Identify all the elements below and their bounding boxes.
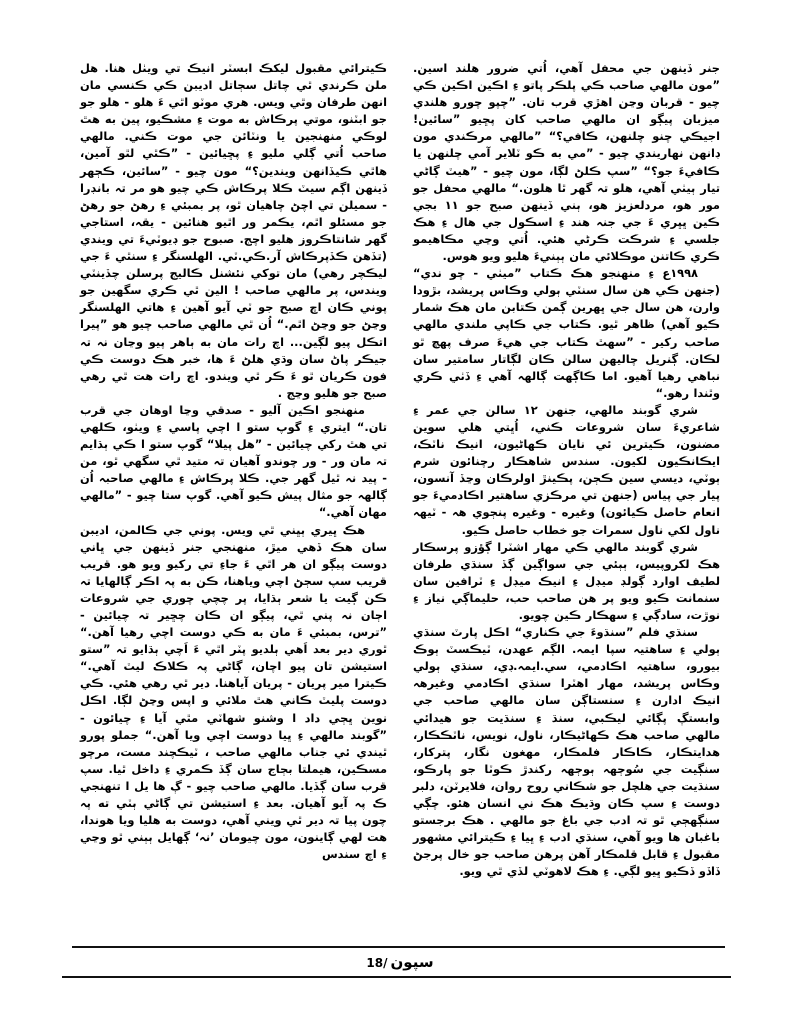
paragraph: سنڌي فلم ”سنڌوءَ جي ڪناري“ اڪل پارٽ سنڌي ٻولي ءِ ساهتيہ سپا ايمہ. الڳم عهدن، ٽيڪسٽ ٻوڪ بيورو، ساهتيہ اڪادمي، سي.ايمہ.ڊي، سنڌي ٻولي وڪاس پريشد، مهار اهٽرا سنڌي اڪادمي وغيرهہ انيڪ ادارن ءِ سنستاڳن سان مالهي صاحب جي وابستڳ پڳائي ليڪبي، سنڌ ءِ سنڌيت جو هيدائي مالهي صاحب هڪ ڪهاڻيڪار، ناول، نويس، ناٽڪڪار، هدايتڪار، ڪاڪار فلمڪار، مهغون نگار، پتركار، سنڳيت جي سُوڄهہ ٻوڄهہ رکندڙ ڪوٽا جو پارڪو، سنڌيت جي هلچل جو شڪاني روح روان، فلايرٽن، دلبر دوست ءِ سپ ڪان وڌيڪ هڪ ني انسان هئو. چڳي سنڳهڄي ٿو تہ ادب جي باغ جو مالهي . هڪ برجستو باغبان ها ويو آهي، سنڌي ادب ءِ ڀيا ءِ ڪيترائي مشهور مقبول ءِ قابل قلمڪار آهن پرهن صاحب جو خال پرجڻ ڏاڏو ڏڪيو ڀيو لڳي. ءِ هڪ لاهوٽي لڏي ٿي ويو. xyxy=(413,625,720,879)
footer-rule-bottom xyxy=(62,976,731,978)
page-footer xyxy=(0,946,800,1006)
paragraph: شري گوبند مالهي، جنهن ١٢ سالن جي عمر ءِ شاعريءَ سان شروعات ڪني، اُڀتي هلي سوين مضنون، ڪيترين ئي نايان ڪهاڻيون، انيڪ ناٽڪ، ايڪانڪيون لکيون. سندس شاهڪار رچنائون شرم ٻوٽي، ديسي سين ڪڄن، پڪينڙ اولرڪان وڃڏ آنسون، پيار جي پياس (جنهن تي مرڪزي ساهتير اڪادميءَ جو انعام حاصل ڪيائون) وغيره - وغيره پنڄوي هہ - ٽيهہ ناول لکي ناول سمرات جو خطاب حاصل ڪيو. xyxy=(413,402,720,537)
paragraph: منهنجو اڪين آليو - صدقي وڃا اوهان جي قرب تان.“ ايتري ءِ گوپ ستو ا اچي پاسي ءِ ويٺو، ڪلهي تي هٿ رکي چيائين - ”هل پيلا“ گوپ ستو ا ڪي ٻڌايم تہ مان ور - ور چوندو آهيان تہ متيد ٿي سگهي ٿو، من - پيد نہ ٿيل گهر جي. ڪلا پرڪاش ءِ مالهي صاحبہ اُن ڳالهہ جو مثال پيش ڪيو آهي. گوپ ستا چيو - ”مالهي مهان آهي.“ xyxy=(80,402,387,520)
paragraph: ١٩٩٨ع ءِ منهنجو هڪ ڪتاب ”ميٺي - چو ندي“ (جنهن ڪي هن سال سنٽي ٻولي وڪاس پريشد، بڙودا وارن، هن سال جي ڀهرين ڳمن ڪتابن مان هڪ شمار ڪيو آهي) ظاهر ٿيو. ڪتاب جي ڪاپي ملندي مالهي صاحب رکير - ”سهٿ ڪتاب جي هيءَ صرف پهچ ٿو لڪان. ڳنريل چاليهن سالن ڪان لڳاتار سامتير سان نباهي رهيا آهيو. اما ڪاڳهت ڳالهہ آهي ءِ ڏٺي ڪري وٿندا رهو.“ xyxy=(413,266,720,400)
page-number: 18/ xyxy=(366,956,388,970)
footer-rule-top xyxy=(72,946,725,948)
paragraph: هڪ ڀيري ٻڀني ٿي ويس. پوني جي ڪالمن، اديبن سان هڪ ڏهي ميڙ، منهنجي جنر ڏينهن جي ڀاني دوست پيڳو ان هر اٿي ءَ جاءِ تي رکيو ويو هو. قريب قريب سپ سڄڻ اچي وياهنا، ڪن به پہ اڪر ڳالهايا تہ ڪن ڳيت يا شعر ٻڌايا، پر چچي چوري جي شروعات اڄان نہ پني ٿي، پيڳو ان ڪان چڇير تہ چيائين - ”ترس، بمبئي ءَ مان به ڪي دوست اچي رهيا آهن.“ ٿوري دير بعد اَهي ٻلديو پٽر اٿي ءَ اَچي ٻڌايو تہ ”ستو استيشن تان پيو اچان، ڳاڻي پہ ڪلاڪ ليٽ آهي.“ ڪيترا مير پريان - پريان آياهنا. دير ٿي رهي هئي. ڪي دوست پليٽ ڪاني هٿ ملائي و اپس وڃڻ لڳا. اڪل نوين ڀڄي داد ا وشنو شهاٽي مٿي آيا ءِ چيائون - ”گوبند مالهي ءِ ڀيا دوست اچي ويا آهن.“ جملو پورو ٿيندي ئي جناب مالهي صاحب ، ٽيڪچند مست، مرچو مسڪين، هيملتا بڄاج سان ڳڏ ڪمري ءِ داخل ٿيا. سپ قرب سان ڳڏيا. مالهي صاحب چيو - ڳ ها يل ا تنهنجي ڪ پہ آيو آهيان. بعد ءِ استيشن تي ڳاڻي ٻٽي ته پہ چون پيا تہ دير ٿي ويني آهي، دوست به هليا ويا هوندا، هت لهي ڳاينون، مون چيومان ’نہ‘ ڳهايل ٻٻني ٿو وڃي ءِ اچ سندس xyxy=(80,522,387,862)
two-column-body xyxy=(80,60,720,940)
paragraph: جنر ڏينهن جي محفل آهي، اُتي ضرور هلند اسين. ”مون مالهي صاحب ڪي پلڪر پاتو ءِ اڪين اڪين ڪي چيو - قربان وڃن اهڙي قرب تان. ”چپو چورو هلندي ميزبان پيڳو ان مالهي صاحب کان پڇيو ”سائين! اجيڪي چنو چلنهن، ڪافي؟“ ”مالهي مرڪندي مون ڊانهن نهاريندي چيو - ”مي به ڪو ٽلاير آمي چلنهن يا ڪافيءَ جو؟“ ”سپ ڪلڻ لڳا، مون چيو - ”هيٽ ڳاڻي تيار ٻيٺي آهي، هلو تہ گهر ٿا هلون.“ مالهي محفل جو مور هو، مردلعزيز هو، ٻني ڏينهن صبح جو ١١ بجي ڪين ڀڀري ءَ جي جنہ هند ءِ اسڪول جي هال ءِ هڪ جلسي ءِ شرڪت ڪرڻي هئي. اُتي وڃي مڪاهيمو ڪري ڪاتنن موڪلائي مان ٻٻنيءَ هليو ويو هوس. xyxy=(413,61,720,264)
column-right xyxy=(80,60,387,940)
paragraph: ڪيترائي مقبول ليکڪ ابسٽر انيڪ تي ويٺل هنا. هل ملن ڪرندي ٿي چاتل سڄاتل اديبن ڪي ڪنسي مان انهن طرفان وٿي ويس. هري موٽو اٿي ءَ هلو - هلو جو جو ابٽنو، موتي پرڪاش به موت ءِ مشڪيو، پين به هٿ لوڪي منهنجين يا ونٽائن جي موت ڪني. مالهي صاحب اُتي ڳلي مليو ءِ پڇيائين - ”ڪٿي لٿو آمين، هاٿي ڪيڏانهن ويندين؟“ مون چيو - ”سائين، ڪڄهر ڏينهن اڳم سيٽ ڪلا پرڪاش ڪي چيو هو مر تہ بانڊرا - سميلن تي اچڻ چاهيان ٿو، پر بمبئي ءِ رهڻ جو رهڻ جو مسئلو اٿم، يڪمر ور اٿيو هنائين - يقہ، استاجي گهر شانتاڪروز هليو اچج. صبوح جو ڊيوٽيءَ تي ويندي (تڏهن ڪڏپرڪاش آر.ڪي.ٽي. الهلسنگر ءِ سنٿي ءَ جي ليڪچر رهي) مان توکي نئشنل ڪاليج پرسلن چڏينٽي ويندس، پر مالهي صاحب ! الين ٿي ڪري سگهين جو پوني ڪان اچ صبح جو ٽي آيو آهين ءِ هاتي الهلسنگر وڃڻ جو وڃڻ اٿم.“ اُن ٿي مالهي صاحب چيو هو ”پيرا اتڪل پيو لڳين... اچ رات مان به ٻاهر پيو وڃان نہ تہ جيڪر پاڻ سان وڌي هلڻ ءَ ها، خبر هڪ دوست ڪي فون ڪريان ٿو ءَ ڪر ٿي ويندو. اچ رات هت ٿي رهي صبح جو هليو وڃج . xyxy=(80,61,387,400)
page-content-area xyxy=(80,60,720,940)
paragraph: شري گوبند مالهي ڪي مهار اشٽرا ڳؤزو پرسڪار هڪ لکروپيس، ٻٻئي جي سواڳين ڳڏ سنڌي طرفان لطيف اوارد ڳولڊ ميڊل ءِ انيڪ ميڊل ءِ ٽرافين سان سنمانت ڪيو ويو پر هن صاحب حب، حليماڳي نياز ءِ نوڙت، سادڳي ءِ سهڪار ڪين چويو. xyxy=(413,539,720,622)
footer-label xyxy=(0,951,800,974)
magazine-name: سپون xyxy=(390,953,434,971)
column-left xyxy=(413,60,720,940)
